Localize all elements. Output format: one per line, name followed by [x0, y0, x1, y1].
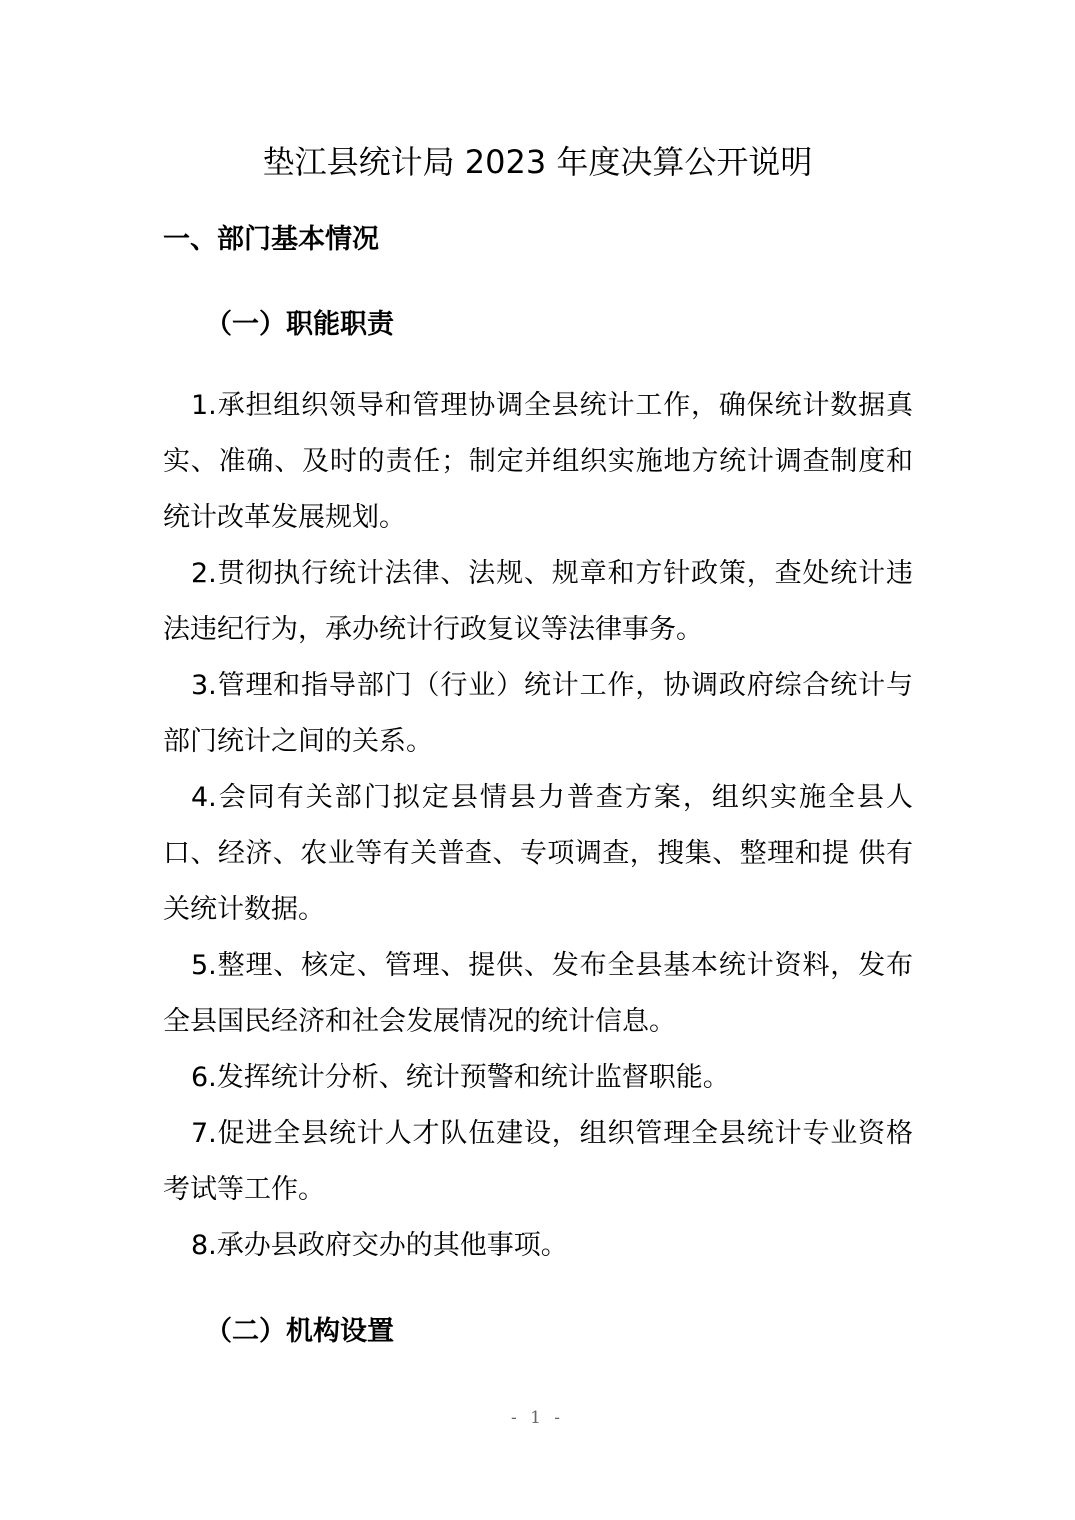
- duty-item-8: 8.承办县政府交办的其他事项。: [191, 1230, 568, 1261]
- duties-list: [163, 378, 913, 1274]
- page-number: - 1 -: [510, 1408, 565, 1428]
- duty-item-4: 4.会同有关部门拟定县情县力普查方案，组织实施全县人口、经济、农业等有关普查、专项调查，搜集、整理和提 供有关统计数据。: [163, 782, 913, 925]
- subsection-heading-duties: （一）职能职责: [205, 309, 394, 340]
- duty-item-3: 3.管理和指导部门（行业）统计工作，协调政府综合统计与部门统计之间的关系。: [163, 670, 913, 757]
- duty-item-6: 6.发挥统计分析、统计预警和统计监督职能。: [191, 1062, 730, 1093]
- duty-item-7: 7.促进全县统计人才队伍建设，组织管理全县统计专业资格考试等工作。: [163, 1118, 913, 1205]
- duty-item-2: 2.贯彻执行统计法律、法规、规章和方针政策，查处统计违法违纪行为，承办统计行政复议等法律事务。: [163, 558, 913, 645]
- subsection-heading-organization: （二）机构设置: [205, 1316, 394, 1347]
- section-heading-basic-info: 一、部门基本情况: [163, 224, 379, 255]
- duty-item-5: 5.整理、核定、管理、提供、发布全县基本统计资料，发布全县国民经济和社会发展情况的统计信息。: [163, 950, 913, 1037]
- document-title: 垫江县统计局 2023 年度决算公开说明: [262, 143, 813, 181]
- duty-item-1: 1.承担组织领导和管理协调全县统计工作，确保统计数据真实、准确、及时的责任；制定并组织实施地方统计调查制度和统计改革发展规划。: [163, 390, 913, 533]
